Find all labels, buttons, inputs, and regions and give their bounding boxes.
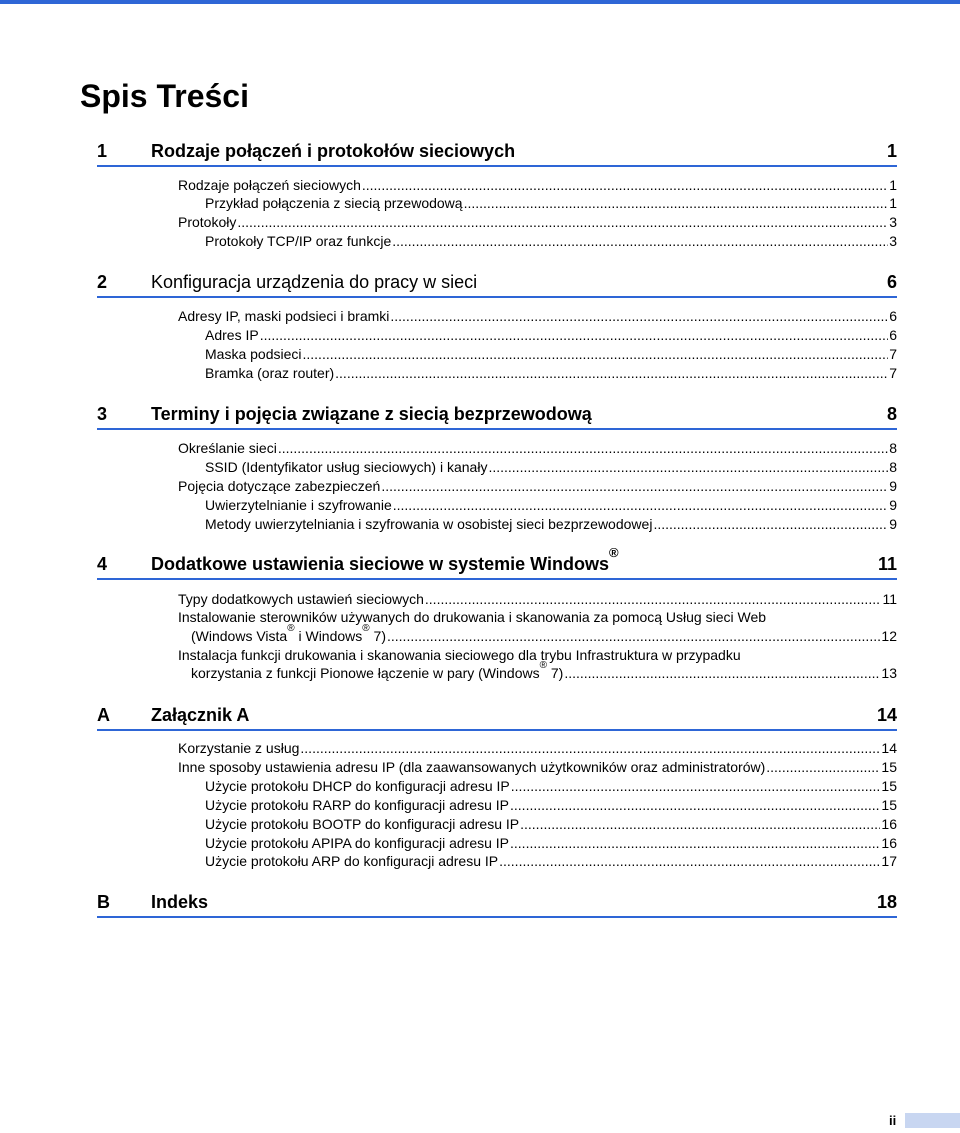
toc-entry[interactable] [191, 623, 897, 645]
chapter-number: B [97, 892, 110, 912]
entry-page: 7 [889, 346, 897, 362]
entry-text: SSID (Identyfikator usług sieciowych) i kanały [205, 459, 488, 475]
chapter-title: Terminy i pojęcia związane z siecią bezprzewodową [151, 404, 592, 424]
toc-entry[interactable] [205, 345, 897, 363]
entry-page: 9 [889, 478, 897, 494]
registered-mark: ® [287, 623, 295, 634]
toc-entry[interactable] [178, 307, 897, 325]
entry-page: 14 [881, 740, 897, 756]
entry-text: Maska podsieci [205, 346, 302, 362]
toc-entry[interactable] [205, 326, 897, 344]
leader-dots [393, 496, 888, 514]
entry-page: 13 [881, 665, 897, 681]
entry-text: Uwierzytelnianie i szyfrowanie [205, 497, 392, 513]
toc-entry[interactable] [191, 660, 897, 682]
entry-text: Inne sposoby ustawienia adresu IP (dla zaawansowanych użytkowników oraz administratorów) [178, 759, 766, 775]
entry-text-part: 7) [546, 665, 564, 681]
entry-text: Protokoły TCP/IP oraz funkcje [205, 233, 392, 249]
chapter-page: 11 [877, 554, 897, 574]
leader-dots [510, 834, 880, 852]
leader-dots [237, 213, 888, 231]
entry-page: 6 [889, 308, 897, 324]
leader-dots [766, 758, 880, 776]
entry-text: Adresy IP, maski podsieci i bramki [178, 308, 390, 324]
toc-entry-line[interactable]: Instalowanie sterowników używanych do drukowania i skanowania za pomocą Usług sieci Web [178, 609, 767, 625]
entry-text: Użycie protokołu APIPA do konfiguracji adresu IP [205, 835, 510, 851]
entry-page: 9 [889, 497, 897, 513]
entry-text: Korzystanie z usług [178, 740, 300, 756]
registered-mark: ® [362, 623, 370, 634]
leader-dots [390, 307, 888, 325]
leader-dots [362, 176, 888, 194]
entry-page: 11 [882, 591, 897, 607]
leader-dots [335, 364, 888, 382]
leader-dots [510, 796, 880, 814]
chapter-number: 1 [97, 141, 108, 161]
entry-page: 15 [881, 778, 897, 794]
leader-dots [511, 777, 881, 795]
toc-chapter-3[interactable] [97, 404, 897, 430]
chapter-title-text: Dodatkowe ustawienia sieciowe w systemie Windows [151, 554, 609, 574]
toc-entry[interactable] [205, 834, 897, 852]
chapter-page: 6 [886, 272, 897, 292]
toc-entry[interactable] [178, 758, 897, 776]
entry-page: 7 [889, 365, 897, 381]
entry-text-part: i Windows [294, 628, 363, 644]
leader-dots [564, 664, 880, 682]
leader-dots [653, 515, 888, 533]
chapter-number: 2 [97, 272, 108, 292]
entry-page: 12 [881, 628, 897, 644]
entry-text: Użycie protokołu RARP do konfiguracji adresu IP [205, 797, 510, 813]
page-number: ii [889, 1113, 897, 1128]
entry-page: 15 [881, 759, 897, 775]
toc-entry[interactable] [205, 515, 897, 533]
entry-text-part: 7) [369, 628, 386, 644]
entry-page: 15 [881, 797, 897, 813]
entry-text: Adres IP [205, 327, 259, 343]
toc-chapter-4[interactable] [97, 545, 897, 580]
toc-chapter-1[interactable] [97, 141, 897, 167]
toc-appendix-b[interactable] [97, 892, 897, 918]
top-rule [0, 0, 960, 4]
chapter-title [151, 545, 619, 575]
page-tab [905, 1113, 960, 1128]
chapter-number: 3 [97, 404, 108, 424]
entry-page: 1 [889, 195, 897, 211]
entry-page: 3 [889, 214, 897, 230]
toc-entry[interactable] [205, 496, 897, 514]
chapter-page: 1 [886, 141, 897, 161]
leader-dots [499, 852, 880, 870]
leader-dots [464, 194, 889, 212]
entry-page: 9 [889, 516, 897, 532]
leader-dots [260, 326, 889, 344]
leader-dots [303, 345, 889, 363]
toc-appendix-a[interactable] [97, 705, 897, 731]
entry-page: 8 [889, 459, 897, 475]
entry-text: Użycie protokołu DHCP do konfiguracji adresu IP [205, 778, 510, 794]
chapter-title: Indeks [151, 892, 209, 912]
entry-text: Przykład połączenia z siecią przewodową [205, 195, 463, 211]
toc-entry[interactable] [178, 590, 897, 608]
entry-page: 6 [889, 327, 897, 343]
chapter-page: 18 [876, 892, 897, 912]
chapter-page: 8 [886, 404, 897, 424]
entry-text: Użycie protokołu ARP do konfiguracji adresu IP [205, 853, 499, 869]
leader-dots [300, 739, 880, 757]
chapter-title: Konfiguracja urządzenia do pracy w sieci [151, 272, 478, 292]
entry-page: 16 [881, 816, 897, 832]
registered-mark: ® [539, 660, 547, 671]
entry-text-part: (Windows Vista [191, 628, 288, 644]
toc-entry[interactable] [205, 364, 897, 382]
toc-entry[interactable] [178, 213, 897, 231]
chapter-number: A [97, 705, 110, 725]
registered-mark: ® [608, 545, 619, 560]
toc-entry[interactable] [205, 777, 897, 795]
leader-dots [392, 232, 888, 250]
entry-page: 8 [889, 440, 897, 456]
toc-entry[interactable] [205, 852, 897, 870]
toc-entry[interactable] [205, 815, 897, 833]
toc-entry-line[interactable]: Instalacja funkcji drukowania i skanowania sieciowego dla trybu Infrastruktura w przypadku [178, 647, 741, 663]
toc-entry[interactable] [205, 796, 897, 814]
leader-dots [520, 815, 880, 833]
entry-page: 3 [889, 233, 897, 249]
chapter-number: 4 [97, 554, 108, 574]
chapter-title: Rodzaje połączeń i protokołów sieciowych [151, 141, 516, 161]
entry-text: Użycie protokołu BOOTP do konfiguracji adresu IP [205, 816, 520, 832]
entry-page: 17 [881, 853, 897, 869]
toc-entry[interactable] [205, 458, 897, 476]
page-title: Spis Treści [80, 78, 249, 114]
leader-dots [425, 590, 882, 608]
entry-text: Typy dodatkowych ustawień sieciowych [178, 591, 424, 607]
entry-text: Protokoły [178, 214, 237, 230]
toc-entry[interactable] [205, 232, 897, 250]
entry-page: 16 [881, 835, 897, 851]
leader-dots [381, 477, 888, 495]
leader-dots [278, 439, 888, 457]
toc-entry[interactable] [178, 439, 897, 457]
toc-entry[interactable] [178, 176, 897, 194]
entry-text: Rodzaje połączeń sieciowych [178, 177, 361, 193]
entry-text: Pojęcia dotyczące zabezpieczeń [178, 478, 381, 494]
leader-dots [387, 627, 880, 645]
toc-chapter-2[interactable] [97, 272, 897, 298]
toc-entry[interactable] [205, 194, 897, 212]
entry-text [191, 623, 386, 645]
entry-text [191, 660, 564, 682]
entry-text: Określanie sieci [178, 440, 277, 456]
toc-entry[interactable] [178, 739, 897, 757]
toc-entry[interactable] [178, 477, 897, 495]
chapter-title: Załącznik A [151, 705, 250, 725]
entry-page: 1 [889, 177, 897, 193]
entry-text-part: korzystania z funkcji Pionowe łączenie w pary (Windows [191, 665, 540, 681]
entry-text: Bramka (oraz router) [205, 365, 335, 381]
chapter-page: 14 [876, 705, 897, 725]
entry-text: Metody uwierzytelniania i szyfrowania w osobistej sieci bezprzewodowej [205, 516, 653, 532]
leader-dots [488, 458, 888, 476]
